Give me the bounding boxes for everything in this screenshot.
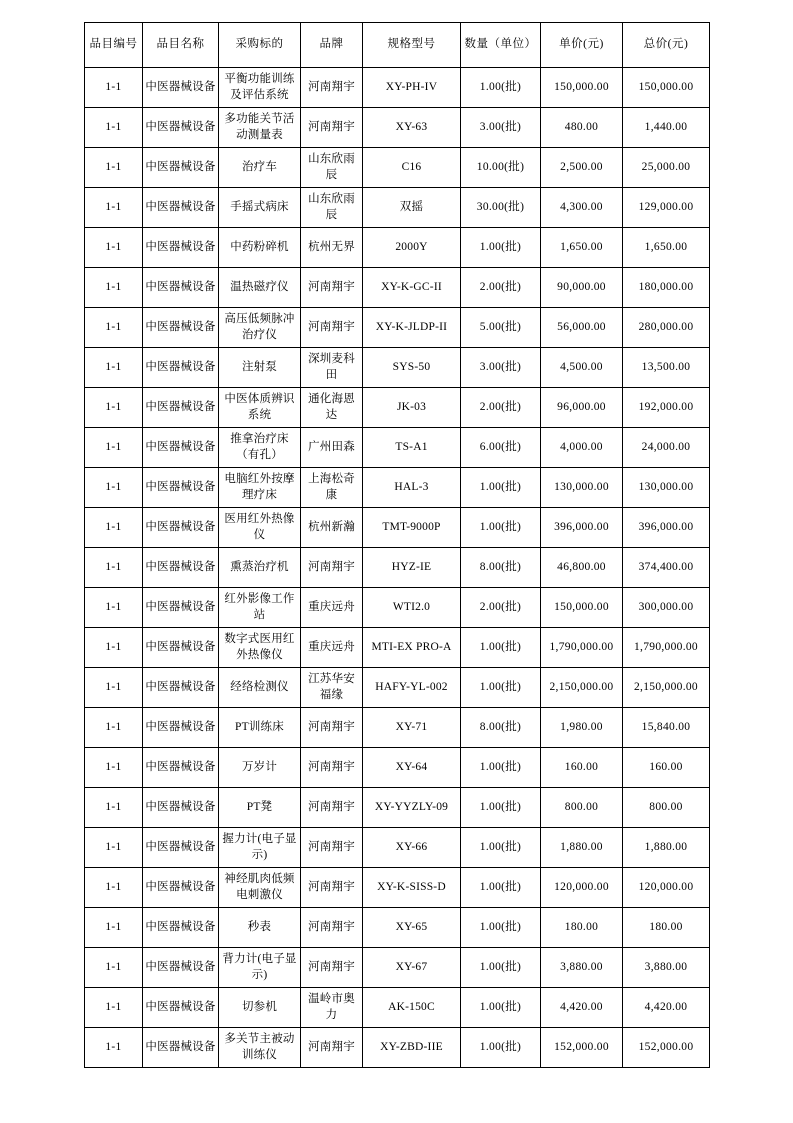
cell-item-name: 中医器械设备 (143, 388, 219, 428)
cell-procurement-subject: 红外影像工作站 (219, 588, 301, 628)
cell-item-name: 中医器械设备 (143, 228, 219, 268)
cell-total-price: 396,000.00 (623, 508, 710, 548)
cell-total-price: 120,000.00 (623, 868, 710, 908)
cell-model: HAL-3 (363, 468, 461, 508)
cell-quantity: 3.00(批) (461, 108, 541, 148)
cell-procurement-subject: 中医体质辨识系统 (219, 388, 301, 428)
cell-procurement-subject: 治疗车 (219, 148, 301, 188)
cell-model: 双摇 (363, 188, 461, 228)
cell-total-price: 160.00 (623, 748, 710, 788)
cell-quantity: 1.00(批) (461, 828, 541, 868)
table-row (85, 788, 710, 828)
cell-item-code: 1-1 (85, 548, 143, 588)
cell-model: XY-K-GC-II (363, 268, 461, 308)
cell-model: XY-67 (363, 948, 461, 988)
cell-unit-price: 1,880.00 (541, 828, 623, 868)
cell-model: HYZ-IE (363, 548, 461, 588)
cell-item-name: 中医器械设备 (143, 668, 219, 708)
cell-item-code: 1-1 (85, 308, 143, 348)
cell-quantity: 5.00(批) (461, 308, 541, 348)
cell-quantity: 2.00(批) (461, 268, 541, 308)
cell-procurement-subject: 多功能关节活动测量表 (219, 108, 301, 148)
cell-unit-price: 4,420.00 (541, 988, 623, 1028)
column-header-item-name: 品目名称 (143, 23, 219, 68)
table-row (85, 828, 710, 868)
table-row (85, 708, 710, 748)
cell-total-price: 300,000.00 (623, 588, 710, 628)
cell-total-price: 192,000.00 (623, 388, 710, 428)
cell-procurement-subject: 数字式医用红外热像仪 (219, 628, 301, 668)
cell-item-code: 1-1 (85, 788, 143, 828)
cell-model: HAFY-YL-002 (363, 668, 461, 708)
cell-procurement-subject: 神经肌肉低频电刺激仪 (219, 868, 301, 908)
cell-item-name: 中医器械设备 (143, 748, 219, 788)
cell-procurement-subject: 多关节主被动训练仪 (219, 1028, 301, 1068)
table-row (85, 428, 710, 468)
column-header-brand: 品牌 (301, 23, 363, 68)
column-header-model: 规格型号 (363, 23, 461, 68)
cell-model: MTI-EX PRO-A (363, 628, 461, 668)
cell-quantity: 1.00(批) (461, 1028, 541, 1068)
cell-quantity: 1.00(批) (461, 468, 541, 508)
cell-item-code: 1-1 (85, 708, 143, 748)
cell-item-name: 中医器械设备 (143, 548, 219, 588)
cell-model: C16 (363, 148, 461, 188)
cell-item-name: 中医器械设备 (143, 628, 219, 668)
cell-brand: 山东欣雨辰 (301, 188, 363, 228)
cell-item-code: 1-1 (85, 428, 143, 468)
cell-unit-price: 2,500.00 (541, 148, 623, 188)
cell-procurement-subject: PT凳 (219, 788, 301, 828)
cell-total-price: 180.00 (623, 908, 710, 948)
cell-item-code: 1-1 (85, 668, 143, 708)
cell-unit-price: 96,000.00 (541, 388, 623, 428)
cell-model: JK-03 (363, 388, 461, 428)
cell-item-code: 1-1 (85, 68, 143, 108)
cell-brand: 河南翔宇 (301, 748, 363, 788)
cell-quantity: 1.00(批) (461, 788, 541, 828)
cell-model: XY-K-SISS-D (363, 868, 461, 908)
cell-total-price: 152,000.00 (623, 1028, 710, 1068)
cell-item-code: 1-1 (85, 828, 143, 868)
table-row (85, 348, 710, 388)
cell-total-price: 3,880.00 (623, 948, 710, 988)
cell-brand: 温岭市奥力 (301, 988, 363, 1028)
cell-item-code: 1-1 (85, 468, 143, 508)
cell-item-code: 1-1 (85, 1028, 143, 1068)
cell-quantity: 1.00(批) (461, 948, 541, 988)
cell-unit-price: 150,000.00 (541, 588, 623, 628)
cell-quantity: 2.00(批) (461, 388, 541, 428)
cell-item-name: 中医器械设备 (143, 1028, 219, 1068)
cell-unit-price: 1,650.00 (541, 228, 623, 268)
cell-procurement-subject: 握力计(电子显示) (219, 828, 301, 868)
cell-quantity: 1.00(批) (461, 868, 541, 908)
cell-brand: 河南翔宇 (301, 548, 363, 588)
cell-quantity: 2.00(批) (461, 588, 541, 628)
table-row (85, 948, 710, 988)
table-row (85, 868, 710, 908)
cell-brand: 杭州新瀚 (301, 508, 363, 548)
table-header-row (85, 23, 710, 68)
cell-item-code: 1-1 (85, 748, 143, 788)
table-row (85, 908, 710, 948)
cell-total-price: 1,440.00 (623, 108, 710, 148)
cell-quantity: 1.00(批) (461, 628, 541, 668)
cell-procurement-subject: 熏蒸治疗机 (219, 548, 301, 588)
cell-total-price: 1,790,000.00 (623, 628, 710, 668)
cell-procurement-subject: 背力计(电子显示) (219, 948, 301, 988)
cell-brand: 江苏华安福缘 (301, 668, 363, 708)
cell-item-name: 中医器械设备 (143, 868, 219, 908)
cell-procurement-subject: 温热磁疗仪 (219, 268, 301, 308)
table-row (85, 308, 710, 348)
cell-procurement-subject: 中药粉碎机 (219, 228, 301, 268)
cell-item-code: 1-1 (85, 148, 143, 188)
cell-item-name: 中医器械设备 (143, 268, 219, 308)
cell-brand: 杭州无界 (301, 228, 363, 268)
cell-item-code: 1-1 (85, 588, 143, 628)
cell-item-name: 中医器械设备 (143, 188, 219, 228)
cell-brand: 河南翔宇 (301, 68, 363, 108)
cell-total-price: 374,400.00 (623, 548, 710, 588)
cell-unit-price: 2,150,000.00 (541, 668, 623, 708)
cell-model: 2000Y (363, 228, 461, 268)
column-header-unit-price: 单价(元) (541, 23, 623, 68)
cell-model: TMT-9000P (363, 508, 461, 548)
table-row (85, 228, 710, 268)
cell-unit-price: 152,000.00 (541, 1028, 623, 1068)
cell-brand: 河南翔宇 (301, 268, 363, 308)
cell-brand: 深圳麦科田 (301, 348, 363, 388)
cell-quantity: 1.00(批) (461, 908, 541, 948)
cell-item-code: 1-1 (85, 908, 143, 948)
table-row (85, 268, 710, 308)
cell-item-name: 中医器械设备 (143, 108, 219, 148)
cell-quantity: 1.00(批) (461, 668, 541, 708)
cell-brand: 河南翔宇 (301, 708, 363, 748)
cell-item-code: 1-1 (85, 268, 143, 308)
cell-brand: 上海松奇康 (301, 468, 363, 508)
table-row (85, 588, 710, 628)
table-header (85, 23, 710, 68)
cell-quantity: 1.00(批) (461, 228, 541, 268)
cell-quantity: 8.00(批) (461, 548, 541, 588)
cell-brand: 河南翔宇 (301, 828, 363, 868)
cell-item-name: 中医器械设备 (143, 788, 219, 828)
cell-total-price: 280,000.00 (623, 308, 710, 348)
cell-model: XY-K-JLDP-II (363, 308, 461, 348)
table-row (85, 108, 710, 148)
cell-model: WTI2.0 (363, 588, 461, 628)
cell-quantity: 1.00(批) (461, 508, 541, 548)
cell-brand: 重庆远舟 (301, 628, 363, 668)
table-row (85, 988, 710, 1028)
cell-total-price: 129,000.00 (623, 188, 710, 228)
table-row (85, 548, 710, 588)
table-row (85, 148, 710, 188)
cell-procurement-subject: 万岁计 (219, 748, 301, 788)
cell-total-price: 24,000.00 (623, 428, 710, 468)
cell-total-price: 150,000.00 (623, 68, 710, 108)
cell-model: XY-66 (363, 828, 461, 868)
column-header-total-price: 总价(元) (623, 23, 710, 68)
cell-total-price: 15,840.00 (623, 708, 710, 748)
cell-item-code: 1-1 (85, 508, 143, 548)
cell-procurement-subject: 秒表 (219, 908, 301, 948)
cell-item-name: 中医器械设备 (143, 588, 219, 628)
cell-procurement-subject: 切参机 (219, 988, 301, 1028)
cell-total-price: 25,000.00 (623, 148, 710, 188)
table-row (85, 748, 710, 788)
cell-unit-price: 800.00 (541, 788, 623, 828)
cell-model: XY-64 (363, 748, 461, 788)
table-row (85, 188, 710, 228)
cell-item-code: 1-1 (85, 628, 143, 668)
cell-total-price: 1,650.00 (623, 228, 710, 268)
cell-procurement-subject: 注射泵 (219, 348, 301, 388)
cell-item-code: 1-1 (85, 348, 143, 388)
cell-model: XY-PH-IV (363, 68, 461, 108)
cell-item-name: 中医器械设备 (143, 988, 219, 1028)
cell-total-price: 130,000.00 (623, 468, 710, 508)
cell-total-price: 800.00 (623, 788, 710, 828)
column-header-item-code: 品目编号 (85, 23, 143, 68)
cell-model: XY-ZBD-IIE (363, 1028, 461, 1068)
table-row (85, 668, 710, 708)
cell-procurement-subject: 推拿治疗床（有孔） (219, 428, 301, 468)
cell-model: XY-71 (363, 708, 461, 748)
cell-model: XY-63 (363, 108, 461, 148)
cell-item-code: 1-1 (85, 188, 143, 228)
cell-procurement-subject: 手摇式病床 (219, 188, 301, 228)
table-body (85, 68, 710, 1068)
cell-total-price: 1,880.00 (623, 828, 710, 868)
table-row (85, 628, 710, 668)
table-row (85, 388, 710, 428)
cell-procurement-subject: 高压低频脉冲治疗仪 (219, 308, 301, 348)
cell-unit-price: 130,000.00 (541, 468, 623, 508)
cell-quantity: 8.00(批) (461, 708, 541, 748)
cell-total-price: 180,000.00 (623, 268, 710, 308)
table-row (85, 1028, 710, 1068)
cell-procurement-subject: PT训练床 (219, 708, 301, 748)
cell-item-name: 中医器械设备 (143, 148, 219, 188)
cell-unit-price: 4,000.00 (541, 428, 623, 468)
cell-quantity: 30.00(批) (461, 188, 541, 228)
cell-item-name: 中医器械设备 (143, 828, 219, 868)
cell-brand: 河南翔宇 (301, 908, 363, 948)
cell-unit-price: 120,000.00 (541, 868, 623, 908)
cell-model: XY-YYZLY-09 (363, 788, 461, 828)
cell-procurement-subject: 经络检测仪 (219, 668, 301, 708)
cell-model: AK-150C (363, 988, 461, 1028)
cell-unit-price: 3,880.00 (541, 948, 623, 988)
cell-quantity: 1.00(批) (461, 988, 541, 1028)
cell-brand: 山东欣雨辰 (301, 148, 363, 188)
cell-model: TS-A1 (363, 428, 461, 468)
cell-item-name: 中医器械设备 (143, 68, 219, 108)
cell-total-price: 13,500.00 (623, 348, 710, 388)
cell-unit-price: 150,000.00 (541, 68, 623, 108)
column-header-quantity: 数量（单位） (461, 23, 541, 68)
table-row (85, 68, 710, 108)
cell-model: SYS-50 (363, 348, 461, 388)
cell-unit-price: 180.00 (541, 908, 623, 948)
cell-unit-price: 4,300.00 (541, 188, 623, 228)
cell-item-code: 1-1 (85, 868, 143, 908)
cell-brand: 通化海恩达 (301, 388, 363, 428)
cell-unit-price: 90,000.00 (541, 268, 623, 308)
cell-unit-price: 46,800.00 (541, 548, 623, 588)
cell-brand: 河南翔宇 (301, 788, 363, 828)
procurement-table (84, 22, 710, 1068)
cell-brand: 河南翔宇 (301, 868, 363, 908)
cell-item-code: 1-1 (85, 388, 143, 428)
cell-item-name: 中医器械设备 (143, 348, 219, 388)
cell-item-name: 中医器械设备 (143, 948, 219, 988)
cell-procurement-subject: 平衡功能训练及评估系统 (219, 68, 301, 108)
cell-brand: 重庆远舟 (301, 588, 363, 628)
cell-brand: 河南翔宇 (301, 948, 363, 988)
cell-procurement-subject: 电脑红外按摩理疗床 (219, 468, 301, 508)
cell-item-name: 中医器械设备 (143, 908, 219, 948)
cell-item-name: 中医器械设备 (143, 308, 219, 348)
cell-quantity: 10.00(批) (461, 148, 541, 188)
cell-unit-price: 1,790,000.00 (541, 628, 623, 668)
cell-brand: 广州田森 (301, 428, 363, 468)
cell-item-code: 1-1 (85, 108, 143, 148)
cell-item-code: 1-1 (85, 988, 143, 1028)
cell-item-name: 中医器械设备 (143, 428, 219, 468)
cell-item-name: 中医器械设备 (143, 708, 219, 748)
cell-unit-price: 396,000.00 (541, 508, 623, 548)
cell-unit-price: 4,500.00 (541, 348, 623, 388)
cell-unit-price: 56,000.00 (541, 308, 623, 348)
cell-item-code: 1-1 (85, 228, 143, 268)
cell-quantity: 1.00(批) (461, 68, 541, 108)
cell-procurement-subject: 医用红外热像仪 (219, 508, 301, 548)
cell-brand: 河南翔宇 (301, 308, 363, 348)
table-row (85, 468, 710, 508)
column-header-procurement-subject: 采购标的 (219, 23, 301, 68)
cell-total-price: 2,150,000.00 (623, 668, 710, 708)
cell-model: XY-65 (363, 908, 461, 948)
table-row (85, 508, 710, 548)
cell-item-code: 1-1 (85, 948, 143, 988)
cell-item-name: 中医器械设备 (143, 508, 219, 548)
cell-unit-price: 1,980.00 (541, 708, 623, 748)
cell-quantity: 1.00(批) (461, 748, 541, 788)
cell-item-name: 中医器械设备 (143, 468, 219, 508)
cell-unit-price: 480.00 (541, 108, 623, 148)
cell-quantity: 3.00(批) (461, 348, 541, 388)
cell-brand: 河南翔宇 (301, 1028, 363, 1068)
cell-total-price: 4,420.00 (623, 988, 710, 1028)
cell-unit-price: 160.00 (541, 748, 623, 788)
cell-quantity: 6.00(批) (461, 428, 541, 468)
cell-brand: 河南翔宇 (301, 108, 363, 148)
